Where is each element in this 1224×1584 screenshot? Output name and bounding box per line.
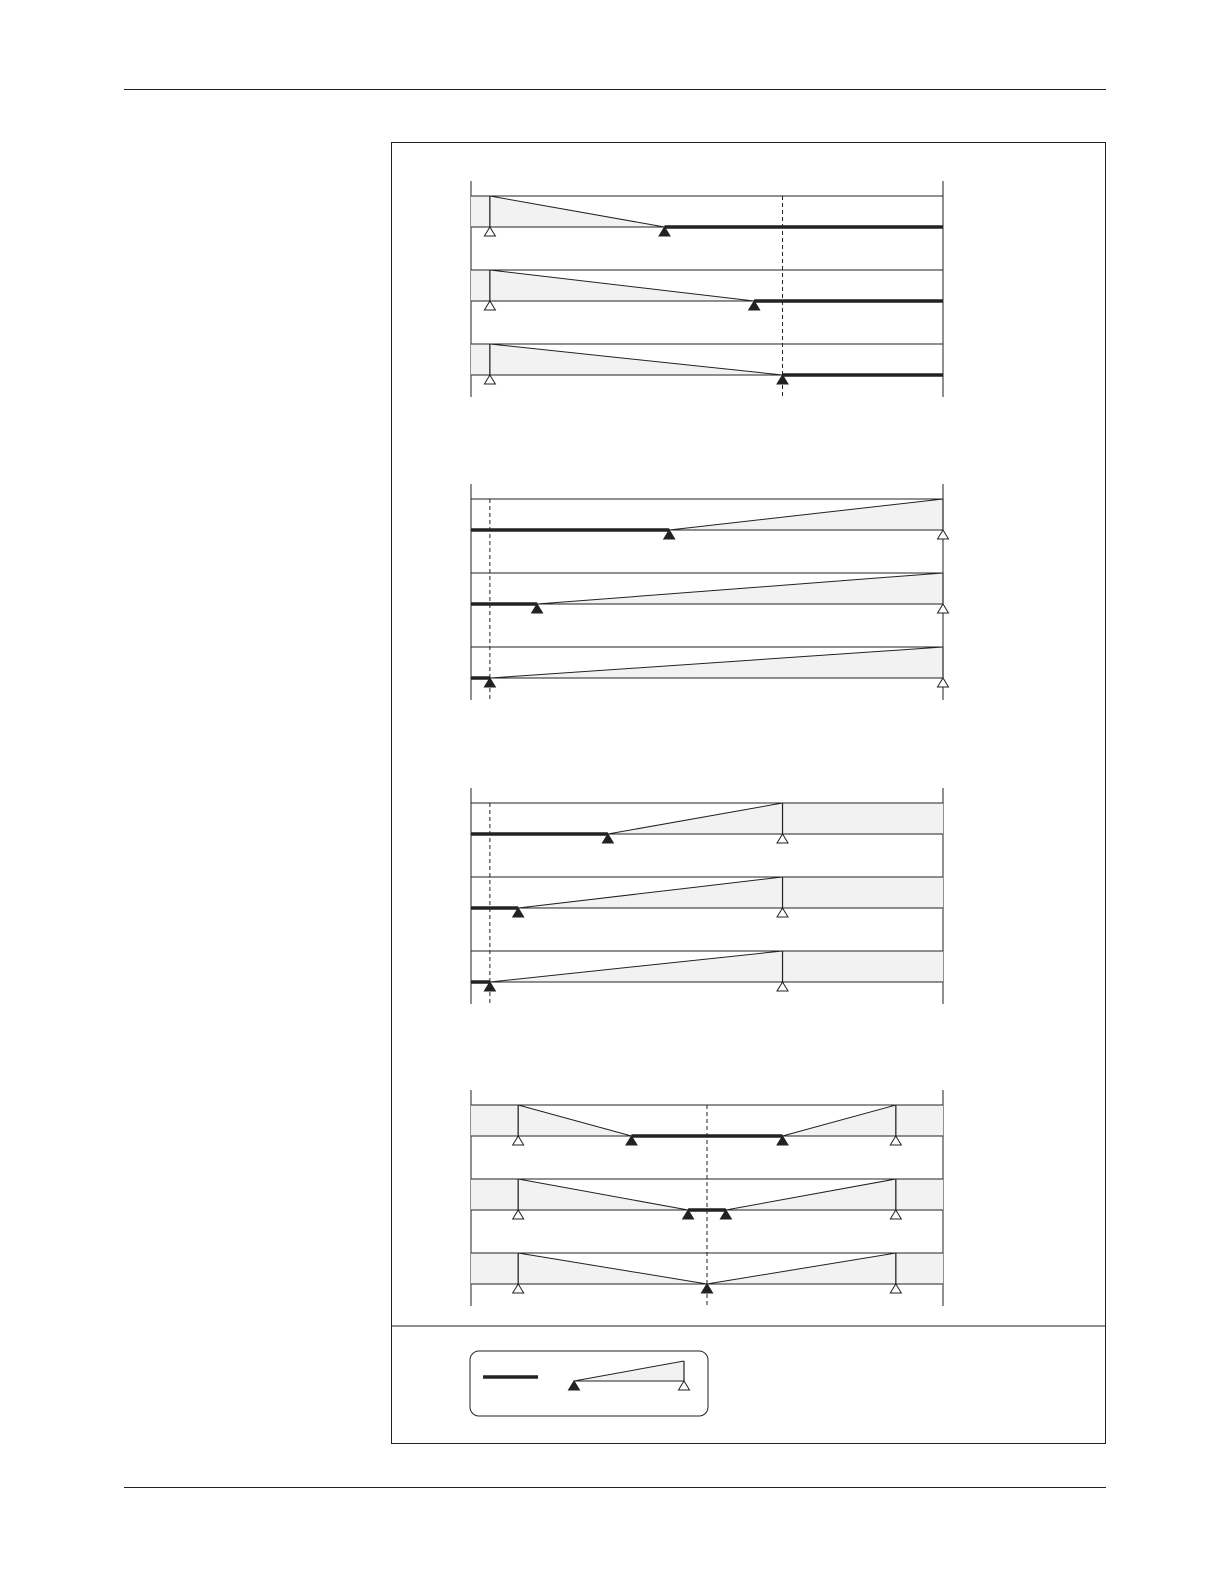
end-block (471, 1253, 518, 1284)
end-block (896, 1105, 943, 1136)
ramp-row (471, 573, 949, 613)
ramp-row (471, 647, 949, 687)
legend-box (470, 1351, 708, 1416)
open-triangle-marker (513, 1210, 524, 1219)
end-block (783, 803, 943, 834)
open-triangle-marker (484, 227, 495, 236)
open-triangle-marker (938, 604, 949, 613)
ramp-group-2 (471, 484, 949, 700)
open-triangle-marker (513, 1284, 524, 1293)
ramp-row (471, 499, 949, 539)
ramp-row (471, 1105, 943, 1145)
open-triangle-marker (484, 375, 495, 384)
ramp-row (471, 196, 943, 236)
open-triangle-marker (890, 1284, 901, 1293)
ramp-row (471, 344, 943, 384)
open-triangle-marker (938, 530, 949, 539)
ramp-row (471, 877, 943, 917)
end-block (896, 1179, 943, 1210)
end-block (783, 951, 943, 982)
ramp-group-3 (471, 788, 943, 1004)
end-block (471, 270, 490, 301)
end-block (471, 1179, 518, 1210)
end-block (471, 196, 490, 227)
open-triangle-marker (484, 301, 495, 310)
open-triangle-marker (777, 982, 788, 991)
legend-border (470, 1351, 708, 1416)
open-triangle-marker (777, 834, 788, 843)
ramp-row (471, 803, 943, 843)
end-block (783, 877, 943, 908)
end-block (471, 1105, 518, 1136)
ramp-row (471, 270, 943, 310)
open-triangle-marker (513, 1136, 524, 1145)
open-triangle-marker (890, 1136, 901, 1145)
end-block (471, 344, 490, 375)
end-block (896, 1253, 943, 1284)
ramp-group-4 (471, 1090, 943, 1306)
ramp-group-1 (471, 181, 943, 397)
footer-rule (124, 1487, 1106, 1488)
open-triangle-marker (777, 908, 788, 917)
open-triangle-marker (890, 1210, 901, 1219)
open-triangle-marker (938, 678, 949, 687)
ramp-row (471, 951, 943, 991)
